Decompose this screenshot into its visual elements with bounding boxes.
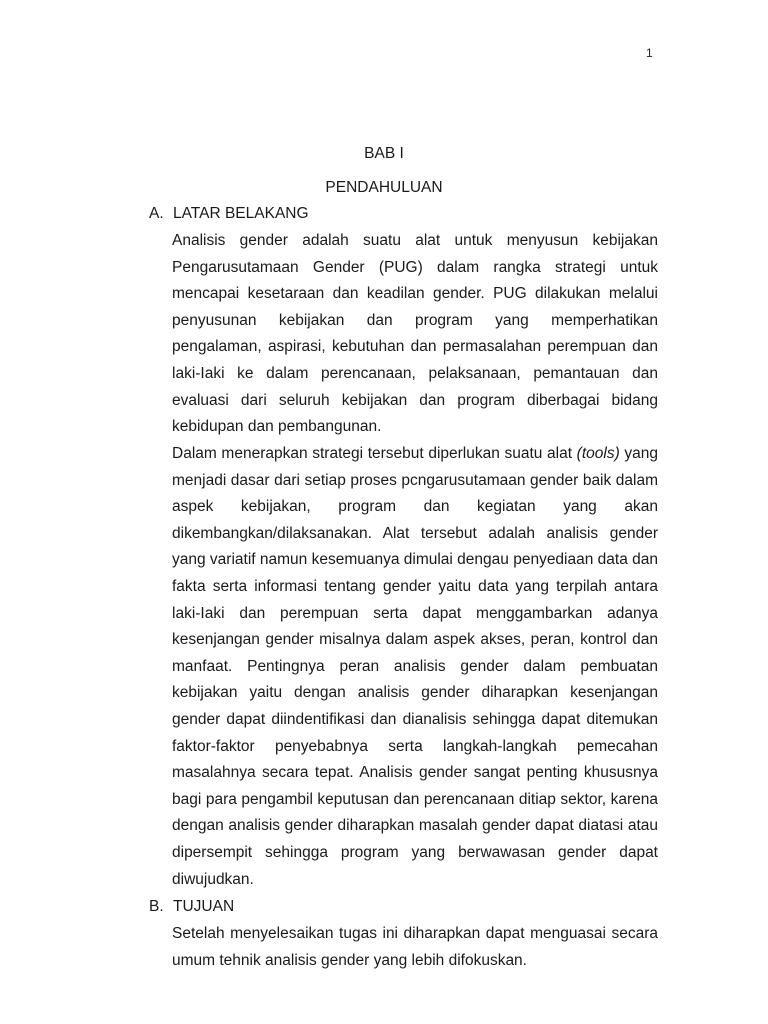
paragraph-line: Dalam menerapkan strategi tersebut diperlukan suatu alat (tools) yang <box>172 445 658 462</box>
paragraph-line: bagi para pengambil keputusan dan perencanaan ditiap sektor, karena <box>172 790 658 808</box>
paragraph-line: laki-Iaki dan perempuan serta dapat menggambarkan adanya <box>172 604 658 622</box>
paragraph-line: yang variatif namun kesemuanya dimulai dengau penyediaan data dan <box>172 551 658 569</box>
paragraph-line: faktor-faktor penyebabnya serta langkah-langkah pemecahan <box>172 737 658 755</box>
chapter-subtitle: PENDAHULUAN <box>325 179 443 196</box>
paragraph-line: dipersempit sehingga program yang berwawasan gender dapat <box>172 843 658 861</box>
italic-term: (tools) <box>576 445 620 462</box>
paragraph-line: pengalaman, aspirasi, kebutuhan dan permasalahan perempuan dan <box>172 338 658 356</box>
paragraph-line: kebidupan dan pembangunan. <box>172 418 382 436</box>
section-title-latar-belakang <box>149 201 309 228</box>
paragraph-line: masalahnya secara tepat. Analisis gender sangat penting khususnya <box>172 764 658 782</box>
paragraph-line: fakta serta informasi tentang gender yaitu data yang terpilah antara <box>172 577 658 595</box>
paragraph-line: gender dapat diindentifikasi dan dianalisis sehingga dapat ditemukan <box>172 710 658 728</box>
paragraph-line: dengan analisis gender diharapkan masalah gender dapat diatasi atau <box>172 817 658 835</box>
paragraph-line: umum tehnik analisis gender yang lebih difokuskan. <box>172 951 527 969</box>
section-letter: A. <box>149 205 164 222</box>
paragraph-latar-belakang-2 <box>172 441 658 893</box>
section-label: TUJUAN <box>173 898 235 915</box>
paragraph-line: kesenjangan gender misalnya dalam aspek akses, peran, kontrol dan <box>172 631 658 649</box>
paragraph-line: dikembangkan/dilaksanakan. Alat tersebut adalah analisis gender <box>172 524 658 542</box>
paragraph-line: Analisis gender adalah suatu alat untuk menyusun kebijakan <box>172 232 658 249</box>
section-label: LATAR BELAKANG <box>173 205 309 222</box>
paragraph-line: diwujudkan. <box>172 870 254 888</box>
paragraph-line: manfaat. Pentingnya peran analisis gender dalam pembuatan <box>172 657 658 675</box>
section-title-tujuan <box>149 894 234 921</box>
paragraph-line: evaluasi dari seluruh kebijakan dan program diberbagai bidang <box>172 391 658 409</box>
paragraph-line: mencapai kesetaraan dan keadilan gender. PUG dilakukan melalui <box>172 285 658 303</box>
paragraph-line: penyusunan kebijakan dan program yang memperhatikan <box>172 311 658 329</box>
paragraph-latar-belakang-1 <box>172 228 658 441</box>
chapter-title: BAB I <box>364 145 404 162</box>
paragraph-line: kebijakan yaitu dengan analisis gender diharapkan kesenjangan <box>172 684 658 702</box>
paragraph-line: Pengarusutamaan Gender (PUG) dalam rangka strategi untuk <box>172 258 658 276</box>
paragraph-line: Setelah menyelesaikan tugas ini diharapkan dapat menguasai secara <box>172 925 658 942</box>
paragraph-tujuan-1 <box>172 921 658 974</box>
paragraph-line: laki-Iaki ke dalam perencanaan, pelaksanaan, pemantauan dan <box>172 364 658 382</box>
paragraph-line: menjadi dasar dari setiap proses pcngarusutamaan gender baik dalam <box>172 471 658 489</box>
section-letter: B. <box>149 898 164 915</box>
paragraph-line: aspek kebijakan, program dan kegiatan yang akan <box>172 498 658 516</box>
page-number: 1 <box>646 46 653 60</box>
